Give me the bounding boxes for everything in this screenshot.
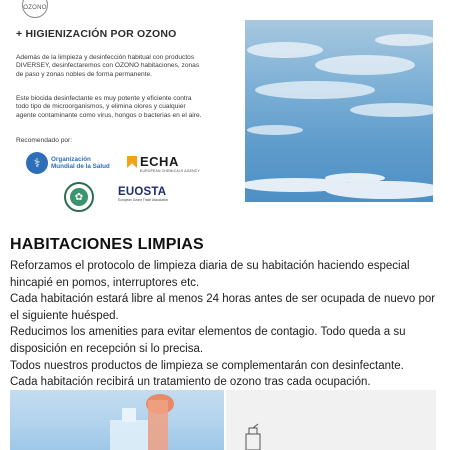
flower-icon: ✿ [70, 188, 88, 206]
body-paragraph: Todos nuestros productos de limpieza se complementarán con desinfectante. [10, 359, 404, 372]
sanitizer-bottle-illustration [10, 390, 224, 450]
ozono-logo-text: OZONO [23, 5, 47, 11]
body-paragraph: Reducimos los amenities para evitar elementos de contagio. Todo queda a su disposición en recepción si lo precisa. [10, 326, 406, 355]
euosta-subtitle: European Ozone Trade Association [118, 198, 169, 202]
echa-name: ECHA [140, 154, 179, 169]
euosta-logo [118, 186, 168, 202]
cleaning-photo [10, 390, 224, 450]
echa-mark-icon [127, 156, 137, 168]
echa-logo [127, 155, 200, 173]
ozone-paragraph-1: Además de la limpieza y desinfección habitual con productos DIVERSEY, desinfectaremos con OZONO habitaciones, zonas de paso y zonas nobles de forma permanente. [16, 54, 200, 78]
body-text [10, 258, 440, 391]
who-logo-text: Organización Mundial de la Salud [51, 156, 110, 170]
euosta-name: EUOSTA [118, 186, 167, 198]
ozone-paragraph-2: Este biocida desinfectante es muy potente y eficiente contra todo tipo de microorganismos, y elimina olores y cualquier agente contaminante como virus, hongos o bacterias en el aire. [16, 95, 202, 119]
ozono-logo [22, 0, 48, 18]
echa-subtitle: EUROPEAN CHEMICALS AGENCY [140, 169, 200, 173]
epa-seal [64, 182, 94, 212]
product-photo [226, 390, 436, 450]
who-logo [26, 152, 111, 174]
spray-bottle-illustration [226, 390, 436, 450]
body-paragraph: Reforzamos el protocolo de limpieza diaria de su habitación haciendo especial hincapié en pomos, interruptores etc. [10, 260, 410, 289]
ozone-section-title: + HIGIENIZACIÓN POR OZONO [16, 28, 177, 40]
clouds-illustration [245, 20, 433, 202]
sky-photo [245, 20, 433, 202]
body-paragraph: Cada habitación estará libre al menos 24 horas antes de ser ocupada de nuevo por el siguiente huésped. [10, 293, 436, 322]
globe-icon: ⚕ [26, 152, 48, 174]
main-heading: HABITACIONES LIMPIAS [10, 236, 204, 253]
body-paragraph: Cada habitación recibirá un tratamiento de ozono tras cada ocupación. [10, 376, 371, 389]
recommended-by-label: Recomendado por: [16, 137, 73, 144]
